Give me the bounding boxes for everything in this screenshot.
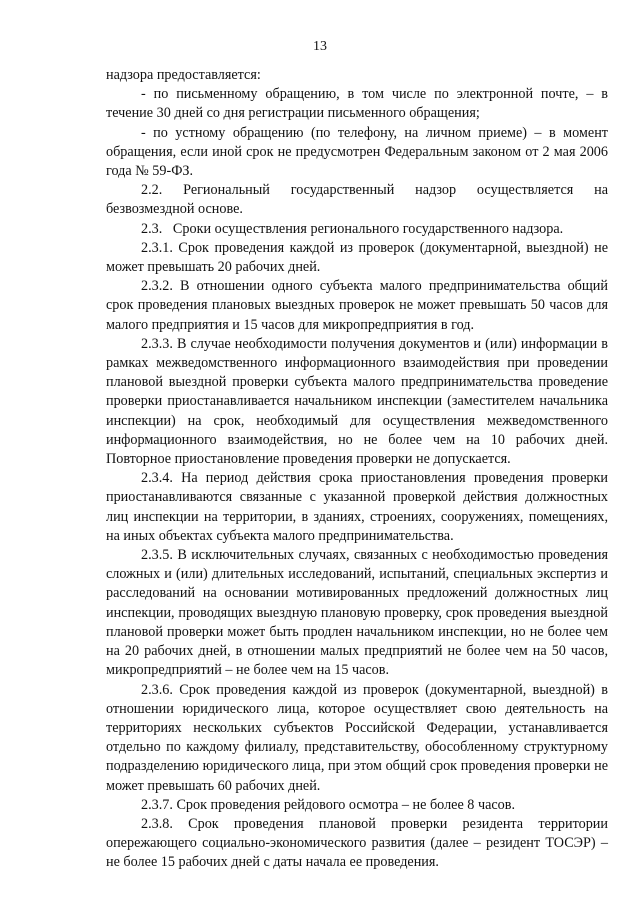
paragraph-2-3-7: 2.3.7. Срок проведения рейдового осмотра – не более 8 часов. [141, 796, 516, 813]
paragraph-2-3-4: 2.3.4. На период действия срока приостановления проведения проверки приостанавливаются связанные с указанной проверкой действия должностных лиц инспекции на территории, в зданиях, строениях, сооружениях, помещениях, на иных объектах субъекта малого предпринимательства. [106, 470, 608, 544]
paragraph-written-request: - по письменному обращению, в том числе по электронной почте, – в течение 30 дней со дня регистрации письменного обращения; [106, 86, 608, 122]
document-body [106, 66, 608, 873]
paragraph-2-3-2: 2.3.2. В отношении одного субъекта малого предпринимательства общий срок проведения плановых выездных проверок не может превышать 50 часов для малого предприятия и 15 часов для микропредприятия в год. [106, 278, 608, 333]
paragraph-2-3-3: 2.3.3. В случае необходимости получения документов и (или) информации в рамках межведомственного информационного взаимодействия при проведении плановой выездной проверки субъекта малого предпринимательства проведение проверки приостанавливается начальником инспекции (заместителем начальника инспекции) на срок, необходимый для осуществления межведомственного информационного взаимодействия, но не более чем на 10 рабочих дней. Повторное приостановление проведения проверки не допускается. [106, 335, 608, 468]
paragraph-2-2: 2.2. Региональный государственный надзор осуществляется на безвозмездной основе. [106, 182, 608, 218]
paragraph-2-3-5: 2.3.5. В исключительных случаях, связанных с необходимостью проведения сложных и (или) длительных исследований, испытаний, специальных экспертиз и расследований на основании мотивированных предложений должностных лиц инспекции, проводящих выездную плановую проверку, срок проведения выездной плановой проверки может быть продлен начальником инспекции, но не более чем на 20 рабочих дней, в отношении малых предприятий не более чем на 50 часов, микропредприятий – не более чем на 15 часов. [106, 547, 608, 679]
paragraph-continuation: надзора предоставляется: [106, 67, 261, 83]
paragraph-oral-request: - по устному обращению (по телефону, на личном приеме) – в момент обращения, если иной срок не предусмотрен Федеральным законом от 2 мая 2006 года № 59-ФЗ. [106, 124, 608, 180]
paragraph-2-3: 2.3. Сроки осуществления регионального государственного надзора. [141, 220, 564, 237]
page-number: 13 [313, 39, 327, 54]
paragraph-2-3-1: 2.3.1. Срок проведения каждой из проверок (документарной, выездной) не может превышать 20 рабочих дней. [106, 239, 608, 276]
paragraph-2-3-8: 2.3.8. Срок проведения плановой проверки резидента территории опережающего социально-экономического развития (далее – резидент ТОСЭР) – не более 15 рабочих дней с даты начала ее проведения. [106, 815, 608, 871]
paragraph-2-3-6: 2.3.6. Срок проведения каждой из проверок (документарной, выездной) в отношении юридического лица, которое осуществляет свою деятельность на территориях нескольких субъектов Российской Федерации, устанавливается отдельно по каждому филиалу, представительству, обособленному структурному подразделению юридического лица, при этом общий срок проведения проверки не может превышать 60 рабочих дней. [106, 681, 608, 794]
